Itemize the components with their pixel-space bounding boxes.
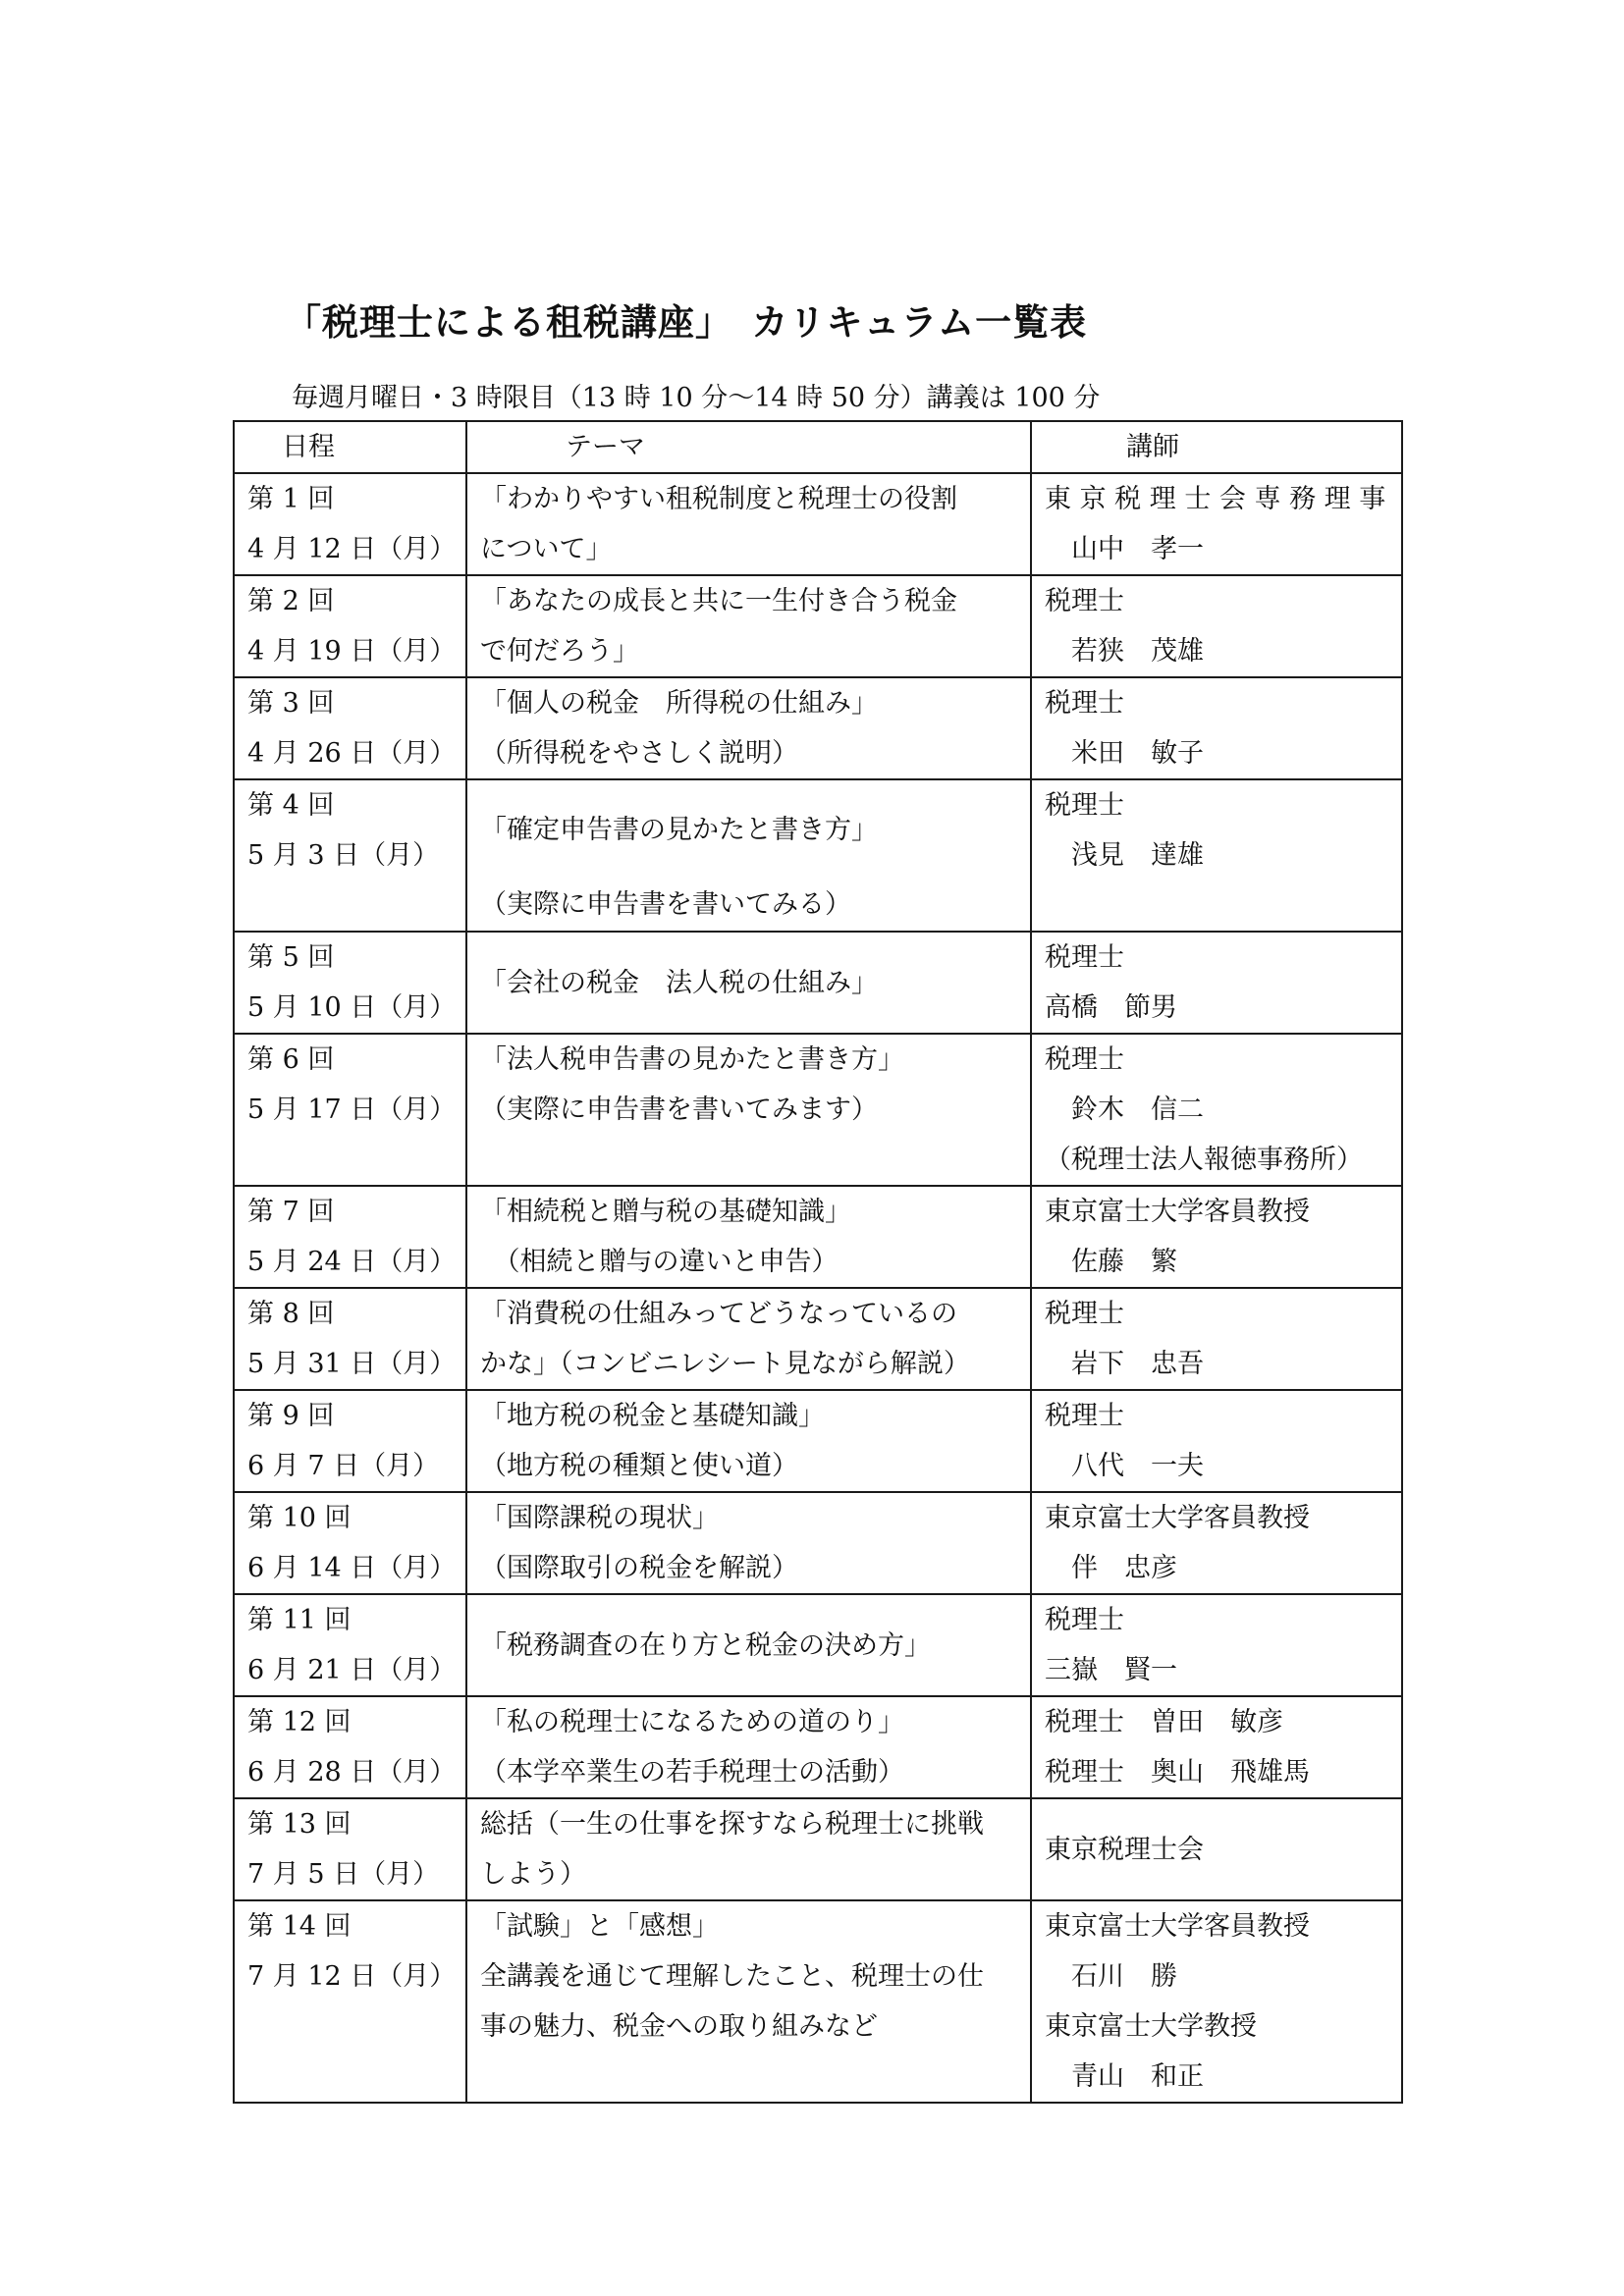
theme-line: （実際に申告書を書いてみる） [480, 889, 851, 920]
session-theme-cell [466, 1186, 1031, 1288]
session-date-cell [234, 473, 466, 575]
theme-line: で何だろう」 [480, 636, 639, 667]
session-date-cell [234, 1696, 466, 1798]
table-row [234, 575, 1402, 677]
theme-line: （相続と贈与の違いと申告） [480, 1247, 839, 1277]
session-date-cell [234, 1390, 466, 1492]
theme-line: 「相続税と贈与税の基礎知識」 [480, 1197, 851, 1227]
session-lecturer-cell [1031, 1288, 1402, 1390]
date-line: 第 3 回 [247, 688, 335, 719]
session-theme-cell [466, 779, 1031, 932]
table-row [234, 1186, 1402, 1288]
session-date-cell [234, 1186, 466, 1288]
theme-line: 「個人の税金 所得税の仕組み」 [480, 688, 878, 719]
table-header-row [234, 421, 1402, 473]
lecturer-line: 三嶽 賢一 [1045, 1655, 1177, 1685]
lecturer-line: 青山 和正 [1045, 2061, 1204, 2092]
theme-line: 「消費税の仕組みってどうなっているの [480, 1299, 957, 1329]
lecturer-line: 税理士 [1045, 688, 1124, 719]
session-lecturer-cell [1031, 1696, 1402, 1798]
lecturer-line: 東京富士大学客員教授 [1045, 1911, 1310, 1942]
date-line: 第 2 回 [247, 586, 335, 616]
theme-line: かな」（コンビニレシート見ながら解説） [480, 1349, 970, 1379]
session-date-cell [234, 1900, 466, 2103]
theme-line: 全講義を通じて理解したこと、税理士の仕 [480, 1961, 984, 1992]
session-theme-cell [466, 1594, 1031, 1696]
table-row [234, 677, 1402, 779]
lecturer-line: 東京富士大学客員教授 [1045, 1197, 1310, 1227]
lecturer-line: （税理士法人報徳事務所） [1045, 1145, 1363, 1175]
lecturer-line: 東 京 税 理 士 会 専 務 理 事 [1045, 484, 1386, 514]
date-line: 4 月 12 日（月） [247, 534, 457, 564]
table-row [234, 779, 1402, 932]
date-line: 5 月 10 日（月） [247, 992, 457, 1023]
theme-line: 「会社の税金 法人税の仕組み」 [480, 967, 878, 998]
table-row [234, 1288, 1402, 1390]
table-row [234, 1390, 1402, 1492]
lecturer-line: 税理士 [1045, 586, 1124, 616]
date-line: 第 1 回 [247, 484, 335, 514]
table-row [234, 1492, 1402, 1594]
session-lecturer-cell [1031, 575, 1402, 677]
session-date-cell [234, 1288, 466, 1390]
theme-line: 「税務調査の在り方と税金の決め方」 [480, 1629, 931, 1661]
session-lecturer-cell [1031, 473, 1402, 575]
session-theme-cell [466, 1390, 1031, 1492]
lecturer-line: 税理士 [1045, 1401, 1124, 1431]
session-lecturer-cell [1031, 1492, 1402, 1594]
date-line: 5 月 31 日（月） [247, 1349, 457, 1379]
date-line: 6 月 7 日（月） [247, 1451, 440, 1481]
theme-line: （実際に申告書を書いてみます） [480, 1095, 878, 1125]
session-theme-cell [466, 1034, 1031, 1186]
lecturer-line: 税理士 [1045, 1605, 1124, 1635]
session-theme-cell [466, 932, 1031, 1034]
session-date-cell [234, 1594, 466, 1696]
session-theme-cell [466, 473, 1031, 575]
session-date-cell [234, 932, 466, 1034]
curriculum-body [234, 473, 1402, 2103]
lecturer-line: 岩下 忠吾 [1045, 1349, 1204, 1379]
theme-line: （本学卒業生の若手税理士の活動） [480, 1757, 904, 1788]
schedule-subtitle: 毎週月曜日・3 時限目（13 時 10 分～14 時 50 分）講義は 100 分 [292, 383, 1101, 413]
session-date-cell [234, 1798, 466, 1900]
table-row [234, 473, 1402, 575]
theme-line: について」 [480, 534, 613, 564]
lecturer-line: 石川 勝 [1045, 1961, 1177, 1992]
date-line: 5 月 24 日（月） [247, 1247, 457, 1277]
lecturer-line: 浅見 達雄 [1045, 840, 1204, 871]
date-line: 第 4 回 [247, 790, 335, 821]
lecturer-line: 高橋 節男 [1045, 992, 1177, 1023]
lecturer-line: 税理士 曽田 敏彦 [1045, 1707, 1283, 1737]
date-line: 4 月 26 日（月） [247, 738, 457, 769]
session-date-cell [234, 677, 466, 779]
date-line: 第 13 回 [247, 1809, 352, 1840]
header-theme: テーマ [466, 421, 1031, 473]
session-lecturer-cell [1031, 779, 1402, 932]
session-lecturer-cell [1031, 1034, 1402, 1186]
lecturer-line: 鈴木 信二 [1045, 1095, 1204, 1125]
date-line: 5 月 3 日（月） [247, 840, 440, 871]
header-date: 日程 [234, 421, 466, 473]
theme-line: 「試験」と「感想」 [480, 1911, 719, 1942]
table-row [234, 1034, 1402, 1186]
session-theme-cell [466, 677, 1031, 779]
lecturer-line: 東京税理士会 [1045, 1834, 1204, 1865]
session-theme-cell [466, 1492, 1031, 1594]
date-line: 6 月 21 日（月） [247, 1655, 457, 1685]
session-date-cell [234, 779, 466, 932]
lecturer-line: 税理士 [1045, 1299, 1124, 1329]
theme-line: 「法人税申告書の見かたと書き方」 [480, 1044, 904, 1075]
session-lecturer-cell [1031, 1798, 1402, 1900]
session-theme-cell [466, 1900, 1031, 2103]
header-lecturer: 講師 [1031, 421, 1402, 473]
table-row [234, 1696, 1402, 1798]
lecturer-line: 八代 一夫 [1045, 1451, 1204, 1481]
session-lecturer-cell [1031, 677, 1402, 779]
theme-line: 事の魅力、税金への取り組みなど [480, 2011, 878, 2042]
date-line: 第 14 回 [247, 1911, 352, 1942]
theme-line: 「国際課税の現状」 [480, 1503, 719, 1533]
lecturer-line: 伴 忠彦 [1045, 1553, 1177, 1583]
lecturer-line: 税理士 [1045, 1044, 1124, 1075]
date-line: 第 7 回 [247, 1197, 335, 1227]
lecturer-line: 米田 敏子 [1045, 738, 1204, 769]
date-line: 4 月 19 日（月） [247, 636, 457, 667]
date-line: 6 月 14 日（月） [247, 1553, 457, 1583]
date-line: 第 12 回 [247, 1707, 352, 1737]
theme-line: 「私の税理士になるための道のり」 [480, 1707, 904, 1737]
session-lecturer-cell [1031, 932, 1402, 1034]
date-line: 第 5 回 [247, 942, 335, 973]
date-line: 第 8 回 [247, 1299, 335, 1329]
theme-line: （所得税をやさしく説明） [480, 738, 798, 769]
date-line: 7 月 5 日（月） [247, 1859, 440, 1890]
curriculum-table [233, 420, 1403, 2104]
date-line: 第 9 回 [247, 1401, 335, 1431]
theme-line: 「あなたの成長と共に一生付き合う税金 [480, 586, 957, 616]
session-theme-cell [466, 575, 1031, 677]
theme-line: しよう） [480, 1859, 586, 1890]
session-lecturer-cell [1031, 1900, 1402, 2103]
table-row [234, 1594, 1402, 1696]
session-date-cell [234, 575, 466, 677]
session-theme-cell [466, 1288, 1031, 1390]
lecturer-line: 税理士 [1045, 942, 1124, 973]
session-theme-cell [466, 1696, 1031, 1798]
table-row [234, 932, 1402, 1034]
date-line: 7 月 12 日（月） [247, 1961, 457, 1992]
theme-line: 「地方税の税金と基礎知識」 [480, 1401, 825, 1431]
date-line: 第 10 回 [247, 1503, 352, 1533]
theme-line: （地方税の種類と使い道） [480, 1451, 798, 1481]
lecturer-line: 若狭 茂雄 [1045, 636, 1204, 667]
theme-line: （国際取引の税金を解説） [480, 1553, 798, 1583]
lecturer-line: 山中 孝一 [1045, 534, 1204, 564]
date-line: 第 6 回 [247, 1044, 335, 1075]
session-lecturer-cell [1031, 1186, 1402, 1288]
table-row [234, 1900, 1402, 2103]
session-date-cell [234, 1034, 466, 1186]
date-line: 5 月 17 日（月） [247, 1095, 457, 1125]
lecturer-line: 東京富士大学客員教授 [1045, 1503, 1310, 1533]
lecturer-line: 税理士 奥山 飛雄馬 [1045, 1757, 1310, 1788]
theme-line: 総括（一生の仕事を探すなら税理士に挑戦 [480, 1809, 984, 1840]
lecturer-line: 東京富士大学教授 [1045, 2011, 1257, 2042]
date-line: 6 月 28 日（月） [247, 1757, 457, 1788]
theme-line: 「わかりやすい租税制度と税理士の役割 [480, 484, 957, 514]
theme-line: 「確定申告書の見かたと書き方」 [480, 815, 878, 845]
lecturer-line: 佐藤 繁 [1045, 1247, 1177, 1277]
session-lecturer-cell [1031, 1594, 1402, 1696]
session-theme-cell [466, 1798, 1031, 1900]
page-title: 「税理士による租税講座」 カリキュラム一覧表 [285, 300, 1088, 344]
lecturer-line: 税理士 [1045, 790, 1124, 821]
date-line: 第 11 回 [247, 1605, 352, 1635]
table-row [234, 1798, 1402, 1900]
session-lecturer-cell [1031, 1390, 1402, 1492]
session-date-cell [234, 1492, 466, 1594]
